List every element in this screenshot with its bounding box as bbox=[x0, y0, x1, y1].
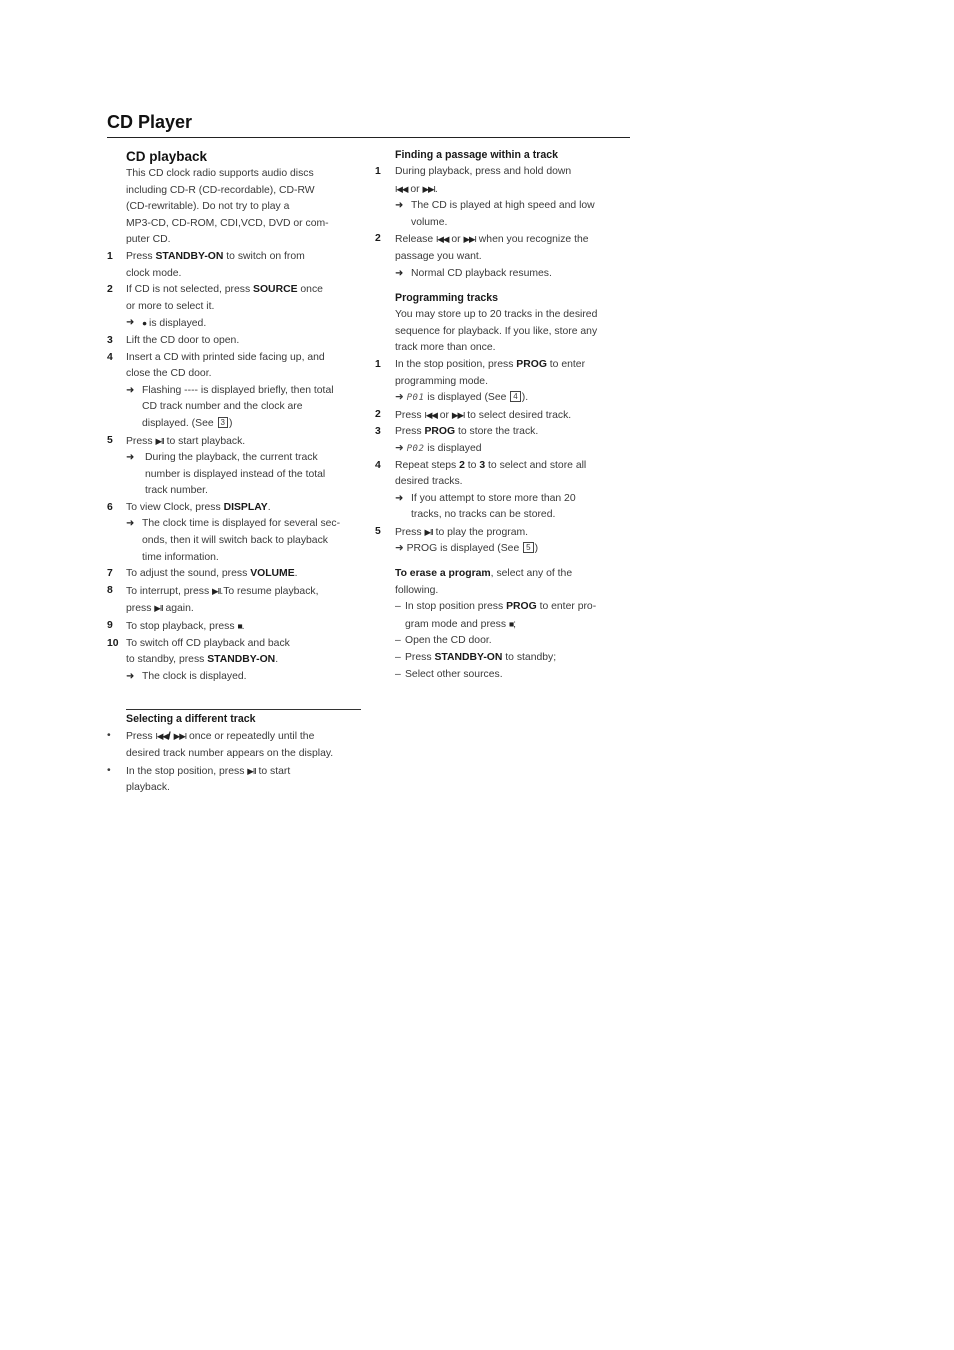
step-1: 1 Press STANDBY-ON to switch on from clock mode. bbox=[107, 250, 305, 279]
finding-step-2: 2 Release I◀◀ or ▶▶I when you recognize the passage you want. ➜ Normal CD playback resumes. bbox=[375, 231, 630, 282]
play-pause-icon: ▶II bbox=[155, 435, 164, 446]
step-10: 10 To switch off CD playback and back to standby, press STANDBY-ON. ➜ The clock is displayed. bbox=[107, 636, 361, 686]
arrow-icon: ➜ bbox=[126, 384, 135, 396]
programming-step-3: 3 Press PROG to store the track. ➜ P02 is displayed bbox=[375, 426, 539, 454]
arrow-icon: ➜ bbox=[395, 267, 404, 279]
erase-option: – Press STANDBY-ON to standby; bbox=[375, 650, 630, 667]
selecting-heading: Selecting a different track bbox=[126, 713, 256, 726]
next-icon: ▶▶I bbox=[173, 731, 187, 742]
figure-ref: 4 bbox=[510, 391, 520, 402]
prev-icon: I◀◀ bbox=[395, 183, 408, 194]
play-pause-icon: ▶II bbox=[212, 585, 221, 596]
figure-ref: 5 bbox=[523, 542, 533, 553]
right-column bbox=[375, 147, 630, 683]
cd-playback-intro: This CD clock radio supports audio discs including CD-R (CD-recordable), CD-RW (CD-rewritable). Do not try to play a MP3-CD, CD-ROM, CDI,VCD, DVD or com- puter CD. bbox=[126, 168, 329, 246]
section-divider bbox=[126, 709, 361, 710]
programming-step-5: 5 Press ▶II to play the program. ➜ PROG is displayed (See 5 ) bbox=[375, 525, 539, 555]
left-column bbox=[107, 148, 361, 797]
arrow-icon: ➜ bbox=[395, 492, 404, 504]
dash-icon: – bbox=[395, 635, 401, 647]
step-4: 4 Insert a CD with printed side facing up, and close the CD door. ➜ Flashing ---- is displayed briefly, then total CD track number and the clock are displayed. (See 3 ) bbox=[107, 351, 334, 429]
dash-icon: – bbox=[395, 652, 401, 664]
arrow-icon: ➜ bbox=[395, 392, 404, 404]
programming-step-1: 1 In the stop position, press PROG to enter programming mode. ➜ P01 is displayed (See 4 ). bbox=[375, 358, 586, 404]
arrow-icon: ➜ bbox=[126, 452, 135, 464]
title-rule bbox=[107, 137, 630, 138]
programming-heading: Programming tracks bbox=[395, 292, 499, 305]
disc-icon: ● bbox=[142, 318, 147, 329]
arrow-icon: ➜ bbox=[395, 442, 404, 454]
prev-icon: I◀◀ bbox=[424, 409, 437, 420]
stop-icon: ■ bbox=[237, 621, 242, 632]
arrow-icon: ➜ bbox=[395, 200, 404, 212]
bullet-icon: • bbox=[107, 730, 111, 742]
step-8: 8 To interrupt, press ▶II.To resume playback, press ▶II again. bbox=[107, 584, 319, 615]
prev-icon: I◀◀ bbox=[436, 234, 449, 245]
play-pause-icon: ▶II bbox=[247, 765, 256, 776]
arrow-icon: ➜ bbox=[126, 317, 135, 329]
step-2: 2 If CD is not selected, press SOURCE once or more to select it. ➜ ● is displayed. bbox=[107, 282, 361, 333]
programming-step-4: 4 Repeat steps 2 to 3 to select and store all desired tracks. ➜ If you attempt to store more than 20 tracks, no tracks can be stored. bbox=[375, 459, 587, 521]
programming-intro: You may store up to 20 tracks in the desired sequence for playback. If you like, store any track more than once. bbox=[395, 309, 598, 354]
dash-icon: – bbox=[395, 601, 401, 613]
step-9: 9 To stop playback, press ■. bbox=[107, 620, 245, 633]
page-title: CD Player bbox=[107, 112, 193, 132]
cd-playback-heading: CD playback bbox=[126, 149, 208, 164]
bullet-item: • In the stop position, press ▶II to start playback. bbox=[107, 764, 291, 794]
step-3: 3 Lift the CD door to open. bbox=[107, 334, 240, 346]
arrow-icon: ➜ bbox=[126, 518, 135, 530]
erase-program-intro: To erase a program, select any of the following. bbox=[395, 568, 573, 596]
arrow-icon: ➜ bbox=[395, 543, 404, 555]
step-6: 6 To view Clock, press DISPLAY. ➜ The clock time is displayed for several sec- onds, then it will switch back to playback time information. bbox=[107, 501, 341, 563]
next-icon: ▶▶I bbox=[463, 234, 476, 245]
play-pause-icon: ▶II bbox=[424, 526, 433, 537]
erase-option: – Open the CD door. bbox=[375, 633, 630, 650]
bullet-item: • Press I◀◀/ ▶▶I once or repeatedly until the desired track number appears on the display. bbox=[107, 730, 334, 759]
lcd-readout: P01 bbox=[406, 393, 425, 404]
arrow-icon: ➜ bbox=[126, 670, 135, 682]
finding-heading: Finding a passage within a track bbox=[395, 149, 559, 161]
erase-option: – Select other sources. bbox=[375, 667, 630, 684]
next-icon: ▶▶I bbox=[451, 409, 465, 420]
bullet-icon: • bbox=[107, 764, 111, 776]
lcd-readout: P02 bbox=[406, 443, 425, 454]
programming-step-2: 2 Press I◀◀ or ▶▶I to select desired track. bbox=[375, 408, 572, 421]
play-pause-icon: ▶II bbox=[154, 603, 163, 614]
stop-icon: ■ bbox=[508, 618, 514, 629]
erase-option: – In stop position press PROG to enter pro- gram mode and press ■; bbox=[395, 601, 597, 630]
step-7: 7 To adjust the sound, press VOLUME. bbox=[107, 568, 298, 580]
dash-icon: – bbox=[395, 668, 401, 680]
prev-icon: I◀◀ bbox=[155, 731, 168, 742]
figure-ref: 3 bbox=[218, 417, 228, 428]
finding-step-1: 1 During playback, press and hold down I◀◀ or ▶▶I. ➜ The CD is played at high speed and low volume. bbox=[375, 166, 595, 228]
step-5: 5 Press ▶II to start playback. ➜ During the playback, the current track number is displayed instead of the total track number. bbox=[107, 434, 326, 497]
next-icon: ▶▶I bbox=[422, 183, 435, 194]
